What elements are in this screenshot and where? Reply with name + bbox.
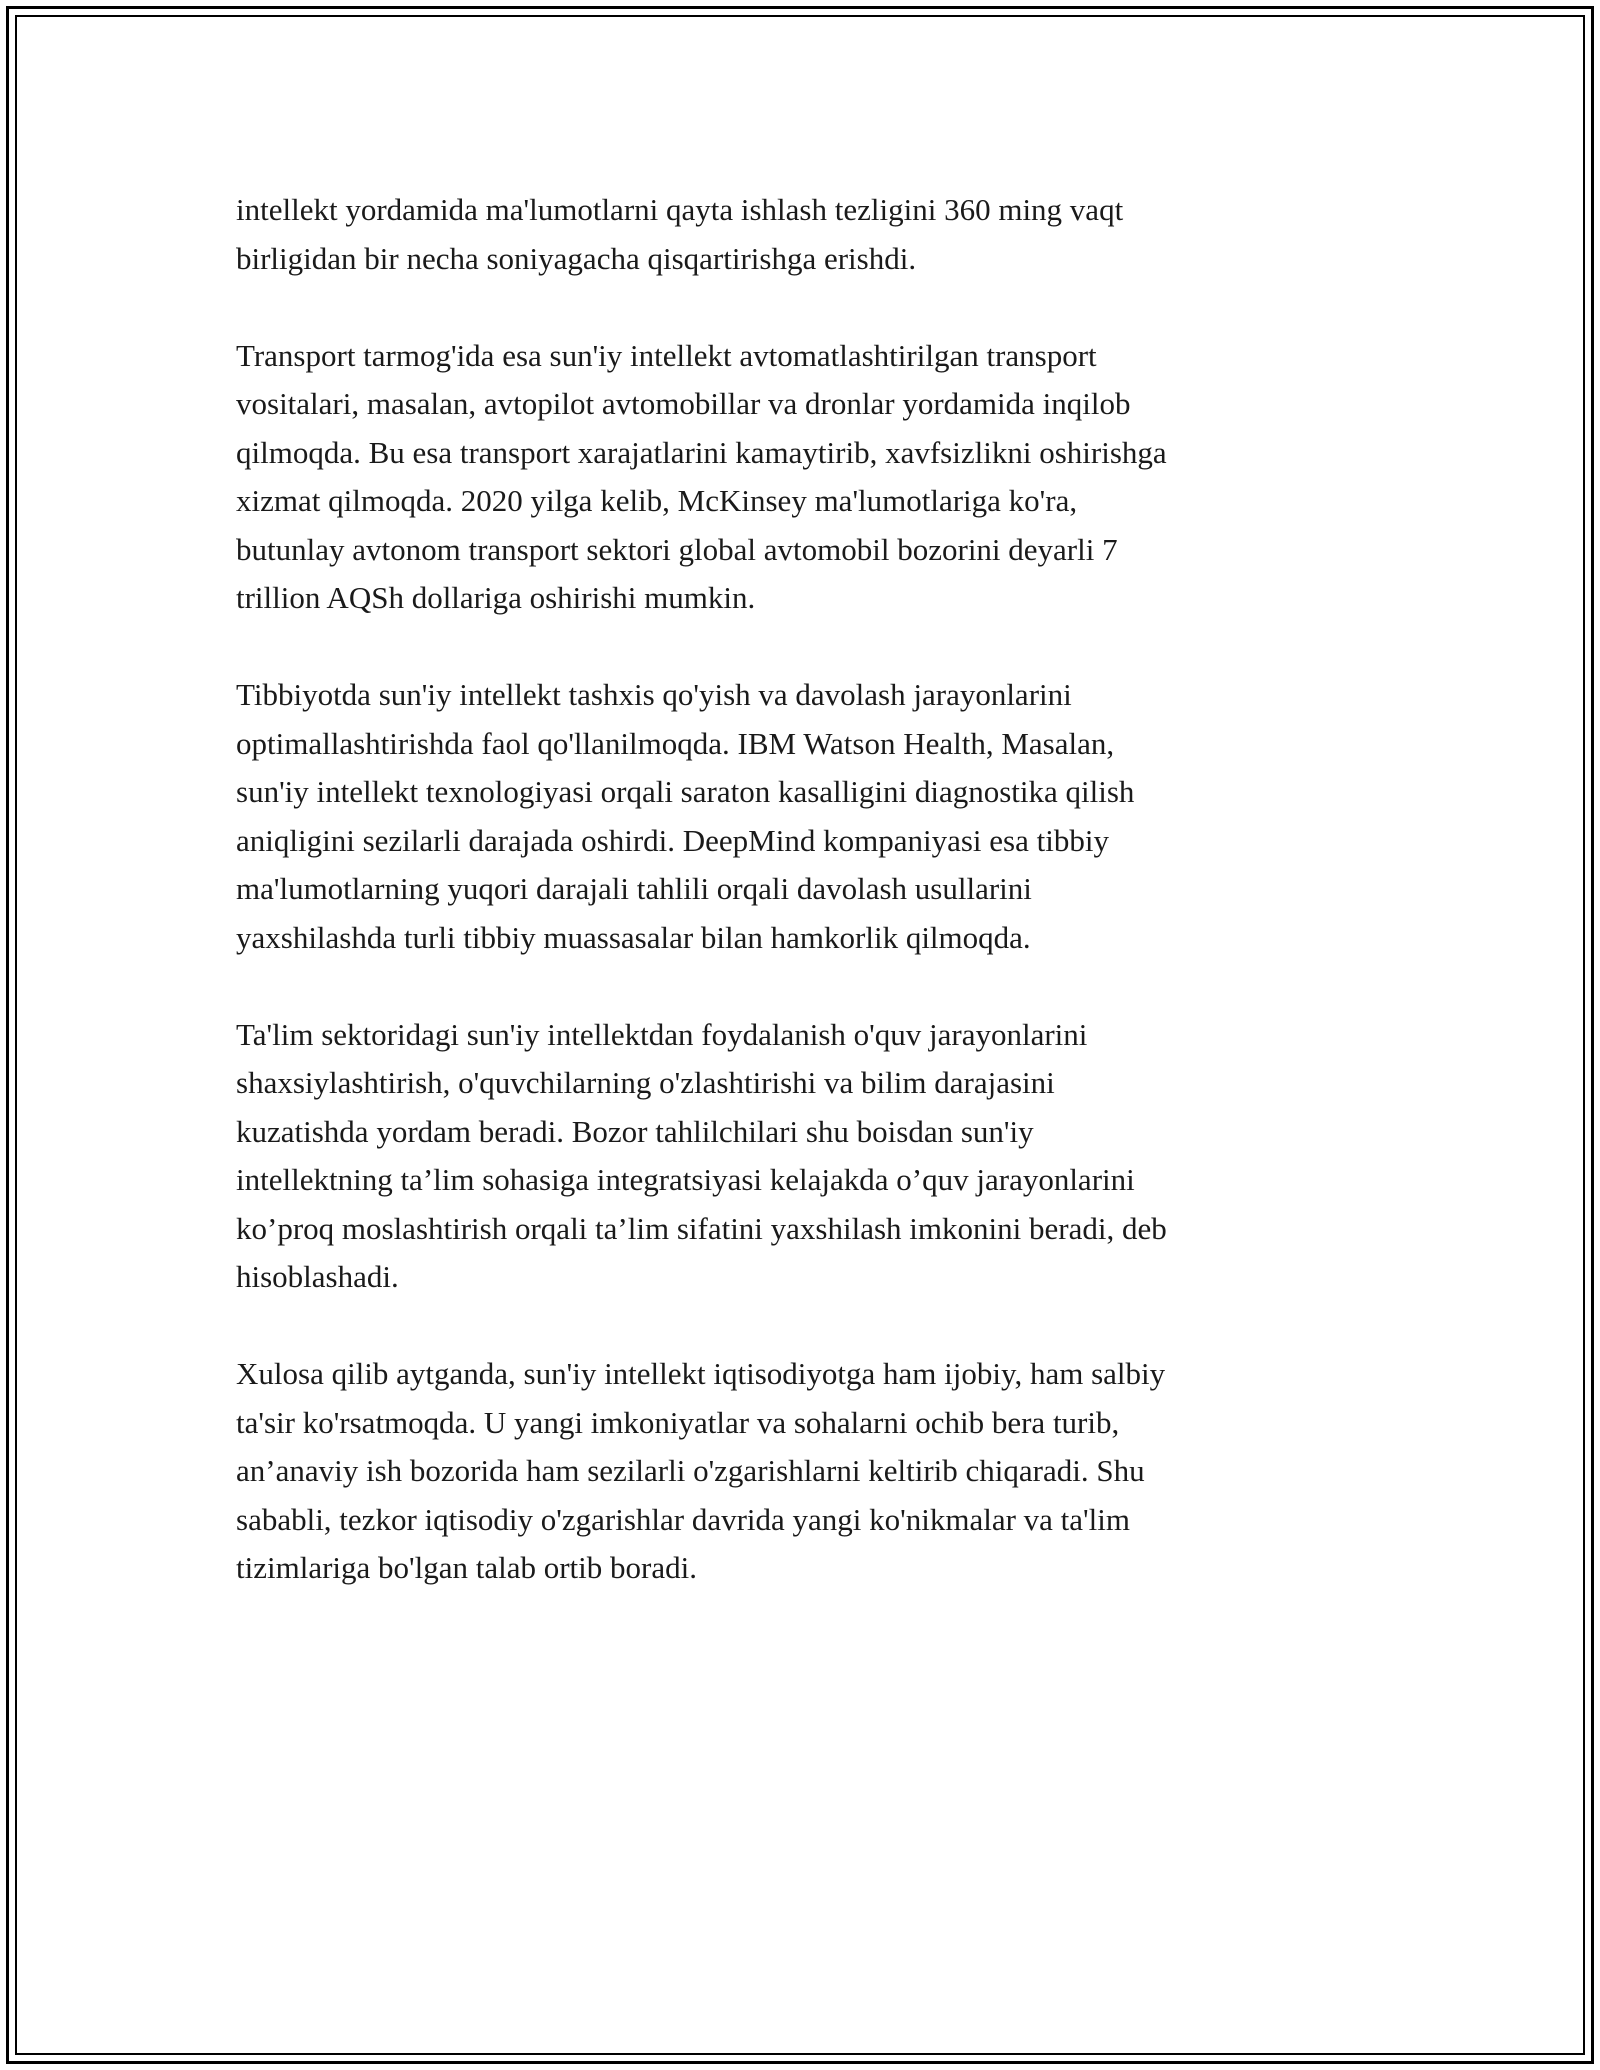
text-line: optimallashtirishda faol qo'llanilmoqda. IBM Watson Health, Masalan, (236, 725, 1115, 761)
text-line: intellektning ta’lim sohasiga integratsiyasi kelajakda o’quv jarayonlarini (236, 1162, 1135, 1197)
text-line: ma'lumotlarning yuqori darajali tahlili orqali davolash usullarini (236, 871, 1032, 906)
text-line: tizimlariga bo'lgan talab ortib boradi. (236, 1550, 697, 1585)
text-line: trillion AQSh dollariga oshirishi mumkin. (236, 580, 756, 615)
paragraph-ai-data-processing (236, 186, 1376, 283)
text-line: kuzatishda yordam beradi. Bozor tahlilchilari shu boisdan sun'iy (236, 1113, 1034, 1149)
paragraph-transport (236, 332, 1376, 623)
text-line: Xulosa qilib aytganda, sun'iy intellekt iqtisodiyotga ham ijobiy, ham salbiy (236, 1356, 1166, 1391)
paragraph-conclusion (236, 1350, 1376, 1593)
text-line: qilmoqda. Bu esa transport xarajatlarini kamaytirib, xavfsizlikni oshirishga (236, 434, 1167, 470)
text-line: xizmat qilmoqda. 2020 yilga kelib, McKinsey ma'lumotlariga ko'ra, (236, 483, 1078, 518)
text-line: shaxsiylashtirish, o'quvchilarning o'zlashtirishi va bilim darajasini (236, 1065, 1055, 1100)
paragraph-education (236, 1011, 1376, 1302)
text-line: butunlay avtonom transport sektori global avtomobil bozorini deyarli 7 (236, 531, 1118, 567)
text-line: ta'sir ko'rsatmoqda. U yangi imkoniyatlar va sohalarni ochib bera turib, (236, 1404, 1120, 1440)
text-line: ko’proq moslashtirish orqali ta’lim sifatini yaxshilash imkonini beradi, deb (236, 1210, 1167, 1246)
text-line: sun'iy intellekt texnologiyasi orqali saraton kasalligini diagnostika qilish (236, 774, 1135, 809)
text-line: yaxshilashda turli tibbiy muassasalar bilan hamkorlik qilmoqda. (236, 919, 1031, 955)
text-line: sababli, tezkor iqtisodiy o'zgarishlar davrida yangi ko'nikmalar va ta'lim (236, 1501, 1130, 1537)
text-line: vositalari, masalan, avtopilot avtomobillar va dronlar yordamida inqilob (236, 386, 1131, 421)
text-line: Ta'lim sektoridagi sun'iy intellektdan foydalanish o'quv jarayonlarini (236, 1016, 1088, 1052)
text-line: an’anaviy ish bozorida ham sezilarli o'zgarishlarni keltirib chiqaradi. Shu (236, 1453, 1145, 1488)
text-line: intellekt yordamida ma'lumotlarni qayta ishlash tezligini 360 ming vaqt (236, 192, 1124, 227)
paragraph-medicine (236, 671, 1376, 962)
text-line: Tibbiyotda sun'iy intellekt tashxis qo'yish va davolash jarayonlarini (236, 677, 1072, 712)
text-line: hisoblashadi. (236, 1259, 399, 1294)
text-line: Transport tarmog'ida esa sun'iy intellekt avtomatlashtirilgan transport (236, 337, 1097, 373)
text-line: birligidan bir necha soniyagacha qisqartirishga erishdi. (236, 240, 917, 276)
document-body (236, 186, 1376, 1593)
text-line: aniqligini sezilarli darajada oshirdi. DeepMind kompaniyasi esa tibbiy (236, 822, 1109, 858)
